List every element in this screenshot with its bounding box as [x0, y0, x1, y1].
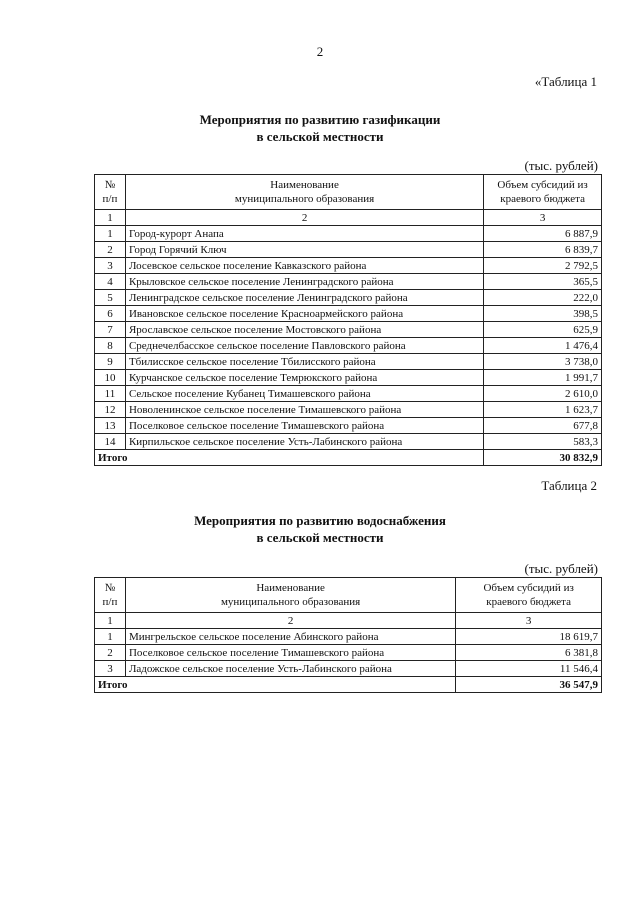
- index-cell: 2: [125, 210, 483, 226]
- row-amount: 1 476,4: [484, 338, 602, 354]
- table2-index-row: [95, 613, 602, 629]
- table-row: [95, 322, 602, 338]
- row-amount: 222,0: [484, 290, 602, 306]
- index-cell: 1: [95, 210, 126, 226]
- table-row: [95, 338, 602, 354]
- table1-index-row: [95, 210, 602, 226]
- table1-total-amount: 30 832,9: [484, 450, 602, 466]
- index-cell: 1: [95, 613, 126, 629]
- table-row: [95, 306, 602, 322]
- row-municipality: Ярославское сельское поселение Мостовского района: [125, 322, 483, 338]
- row-amount: 6 887,9: [484, 226, 602, 242]
- header-num-line1: №: [104, 582, 116, 594]
- header-name-line1: Наименование: [270, 179, 339, 191]
- table2-header-num: [95, 578, 126, 613]
- row-number: 2: [95, 242, 126, 258]
- row-number: 1: [95, 629, 126, 645]
- row-number: 14: [95, 434, 126, 450]
- table1-header-num: [95, 175, 126, 210]
- row-municipality: Тбилисское сельское поселение Тбилисского района: [125, 354, 483, 370]
- table1-title: [0, 111, 640, 145]
- row-number: 5: [95, 290, 126, 306]
- table2-total-row: [95, 677, 602, 693]
- row-municipality: Крыловское сельское поселение Ленинградского района: [125, 274, 483, 290]
- row-municipality: Сельское поселение Кубанец Тимашевского района: [125, 386, 483, 402]
- row-number: 6: [95, 306, 126, 322]
- row-number: 7: [95, 322, 126, 338]
- row-municipality: Новоленинское сельское поселение Тимашевского района: [125, 402, 483, 418]
- row-amount: 398,5: [484, 306, 602, 322]
- row-amount: 583,3: [484, 434, 602, 450]
- row-amount: 625,9: [484, 322, 602, 338]
- header-amount-line1: Объем субсидий из: [483, 582, 574, 594]
- header-num-line2: п/п: [102, 596, 118, 608]
- header-name-line1: Наименование: [256, 582, 325, 594]
- table1-total-label: Итого: [95, 450, 484, 466]
- page-number: 2: [316, 44, 324, 59]
- table-row: [95, 386, 602, 402]
- table-row: [95, 629, 602, 645]
- table1-title-line1: Мероприятия по развитию газификации: [199, 112, 441, 127]
- table1-header-amount: [484, 175, 602, 210]
- table-row: [95, 418, 602, 434]
- table-row: [95, 226, 602, 242]
- header-amount-line2: краевого бюджета: [486, 596, 571, 608]
- row-municipality: Поселковое сельское поселение Тимашевского района: [125, 645, 455, 661]
- table1-total-row: [95, 450, 602, 466]
- row-municipality: Ладожское сельское поселение Усть-Лабинского района: [125, 661, 455, 677]
- row-municipality: Мингрельское сельское поселение Абинского района: [125, 629, 455, 645]
- row-amount: 1 623,7: [484, 402, 602, 418]
- row-number: 1: [95, 226, 126, 242]
- header-num-line2: п/п: [102, 193, 118, 205]
- table2-title: [0, 512, 640, 546]
- table2-total-label: Итого: [95, 677, 456, 693]
- row-number: 10: [95, 370, 126, 386]
- table2: [94, 577, 602, 693]
- index-cell: 2: [125, 613, 455, 629]
- row-amount: 677,8: [484, 418, 602, 434]
- table1: [94, 174, 602, 466]
- table-row: [95, 258, 602, 274]
- index-cell: 3: [456, 613, 602, 629]
- table-row: [95, 242, 602, 258]
- row-amount: 2 610,0: [484, 386, 602, 402]
- row-amount: 18 619,7: [456, 629, 602, 645]
- row-municipality: Город Горячий Ключ: [125, 242, 483, 258]
- row-amount: 1 991,7: [484, 370, 602, 386]
- table-row: [95, 274, 602, 290]
- header-amount-line1: Объем субсидий из: [497, 179, 588, 191]
- row-number: 11: [95, 386, 126, 402]
- row-municipality: Ивановское сельское поселение Красноармейского района: [125, 306, 483, 322]
- header-name-line2: муниципального образования: [220, 596, 361, 608]
- table1-title-line2: в сельской местности: [256, 129, 384, 144]
- row-amount: 3 738,0: [484, 354, 602, 370]
- table-row: [95, 402, 602, 418]
- row-amount: 2 792,5: [484, 258, 602, 274]
- row-municipality: Лосевское сельское поселение Кавказского района: [125, 258, 483, 274]
- row-amount: 6 839,7: [484, 242, 602, 258]
- row-number: 13: [95, 418, 126, 434]
- table1-header-row: [95, 175, 602, 210]
- table2-header-amount: [456, 578, 602, 613]
- row-municipality: Ленинградское сельское поселение Ленинградского района: [125, 290, 483, 306]
- table-row: [95, 290, 602, 306]
- table-row: [95, 434, 602, 450]
- table1-label: «Таблица 1: [534, 74, 597, 89]
- row-number: 4: [95, 274, 126, 290]
- index-cell: 3: [484, 210, 602, 226]
- table-row: [95, 645, 602, 661]
- row-municipality: Поселковое сельское поселение Тимашевского района: [125, 418, 483, 434]
- table1-header-name: [125, 175, 483, 210]
- table2-title-line1: Мероприятия по развитию водоснабжения: [194, 513, 446, 528]
- row-number: 8: [95, 338, 126, 354]
- row-amount: 365,5: [484, 274, 602, 290]
- table-row: [95, 354, 602, 370]
- row-number: 2: [95, 645, 126, 661]
- row-number: 3: [95, 258, 126, 274]
- row-municipality: Среднечелбасское сельское поселение Павловского района: [125, 338, 483, 354]
- table2-header-name: [125, 578, 455, 613]
- table2-title-line2: в сельской местности: [256, 530, 384, 545]
- row-municipality: Курчанское сельское поселение Темрюкского района: [125, 370, 483, 386]
- table2-units: (тыс. рублей): [524, 561, 598, 576]
- header-name-line2: муниципального образования: [234, 193, 375, 205]
- table-row: [95, 370, 602, 386]
- table2-label: Таблица 2: [541, 478, 597, 493]
- table2-total-amount: 36 547,9: [456, 677, 602, 693]
- table2-header-row: [95, 578, 602, 613]
- row-number: 9: [95, 354, 126, 370]
- header-amount-line2: краевого бюджета: [500, 193, 585, 205]
- row-number: 3: [95, 661, 126, 677]
- row-number: 12: [95, 402, 126, 418]
- table-row: [95, 661, 602, 677]
- table1-units: (тыс. рублей): [524, 158, 598, 173]
- row-municipality: Город-курорт Анапа: [125, 226, 483, 242]
- row-amount: 6 381,8: [456, 645, 602, 661]
- row-municipality: Кирпильское сельское поселение Усть-Лабинского района: [125, 434, 483, 450]
- row-amount: 11 546,4: [456, 661, 602, 677]
- header-num-line1: №: [104, 179, 116, 191]
